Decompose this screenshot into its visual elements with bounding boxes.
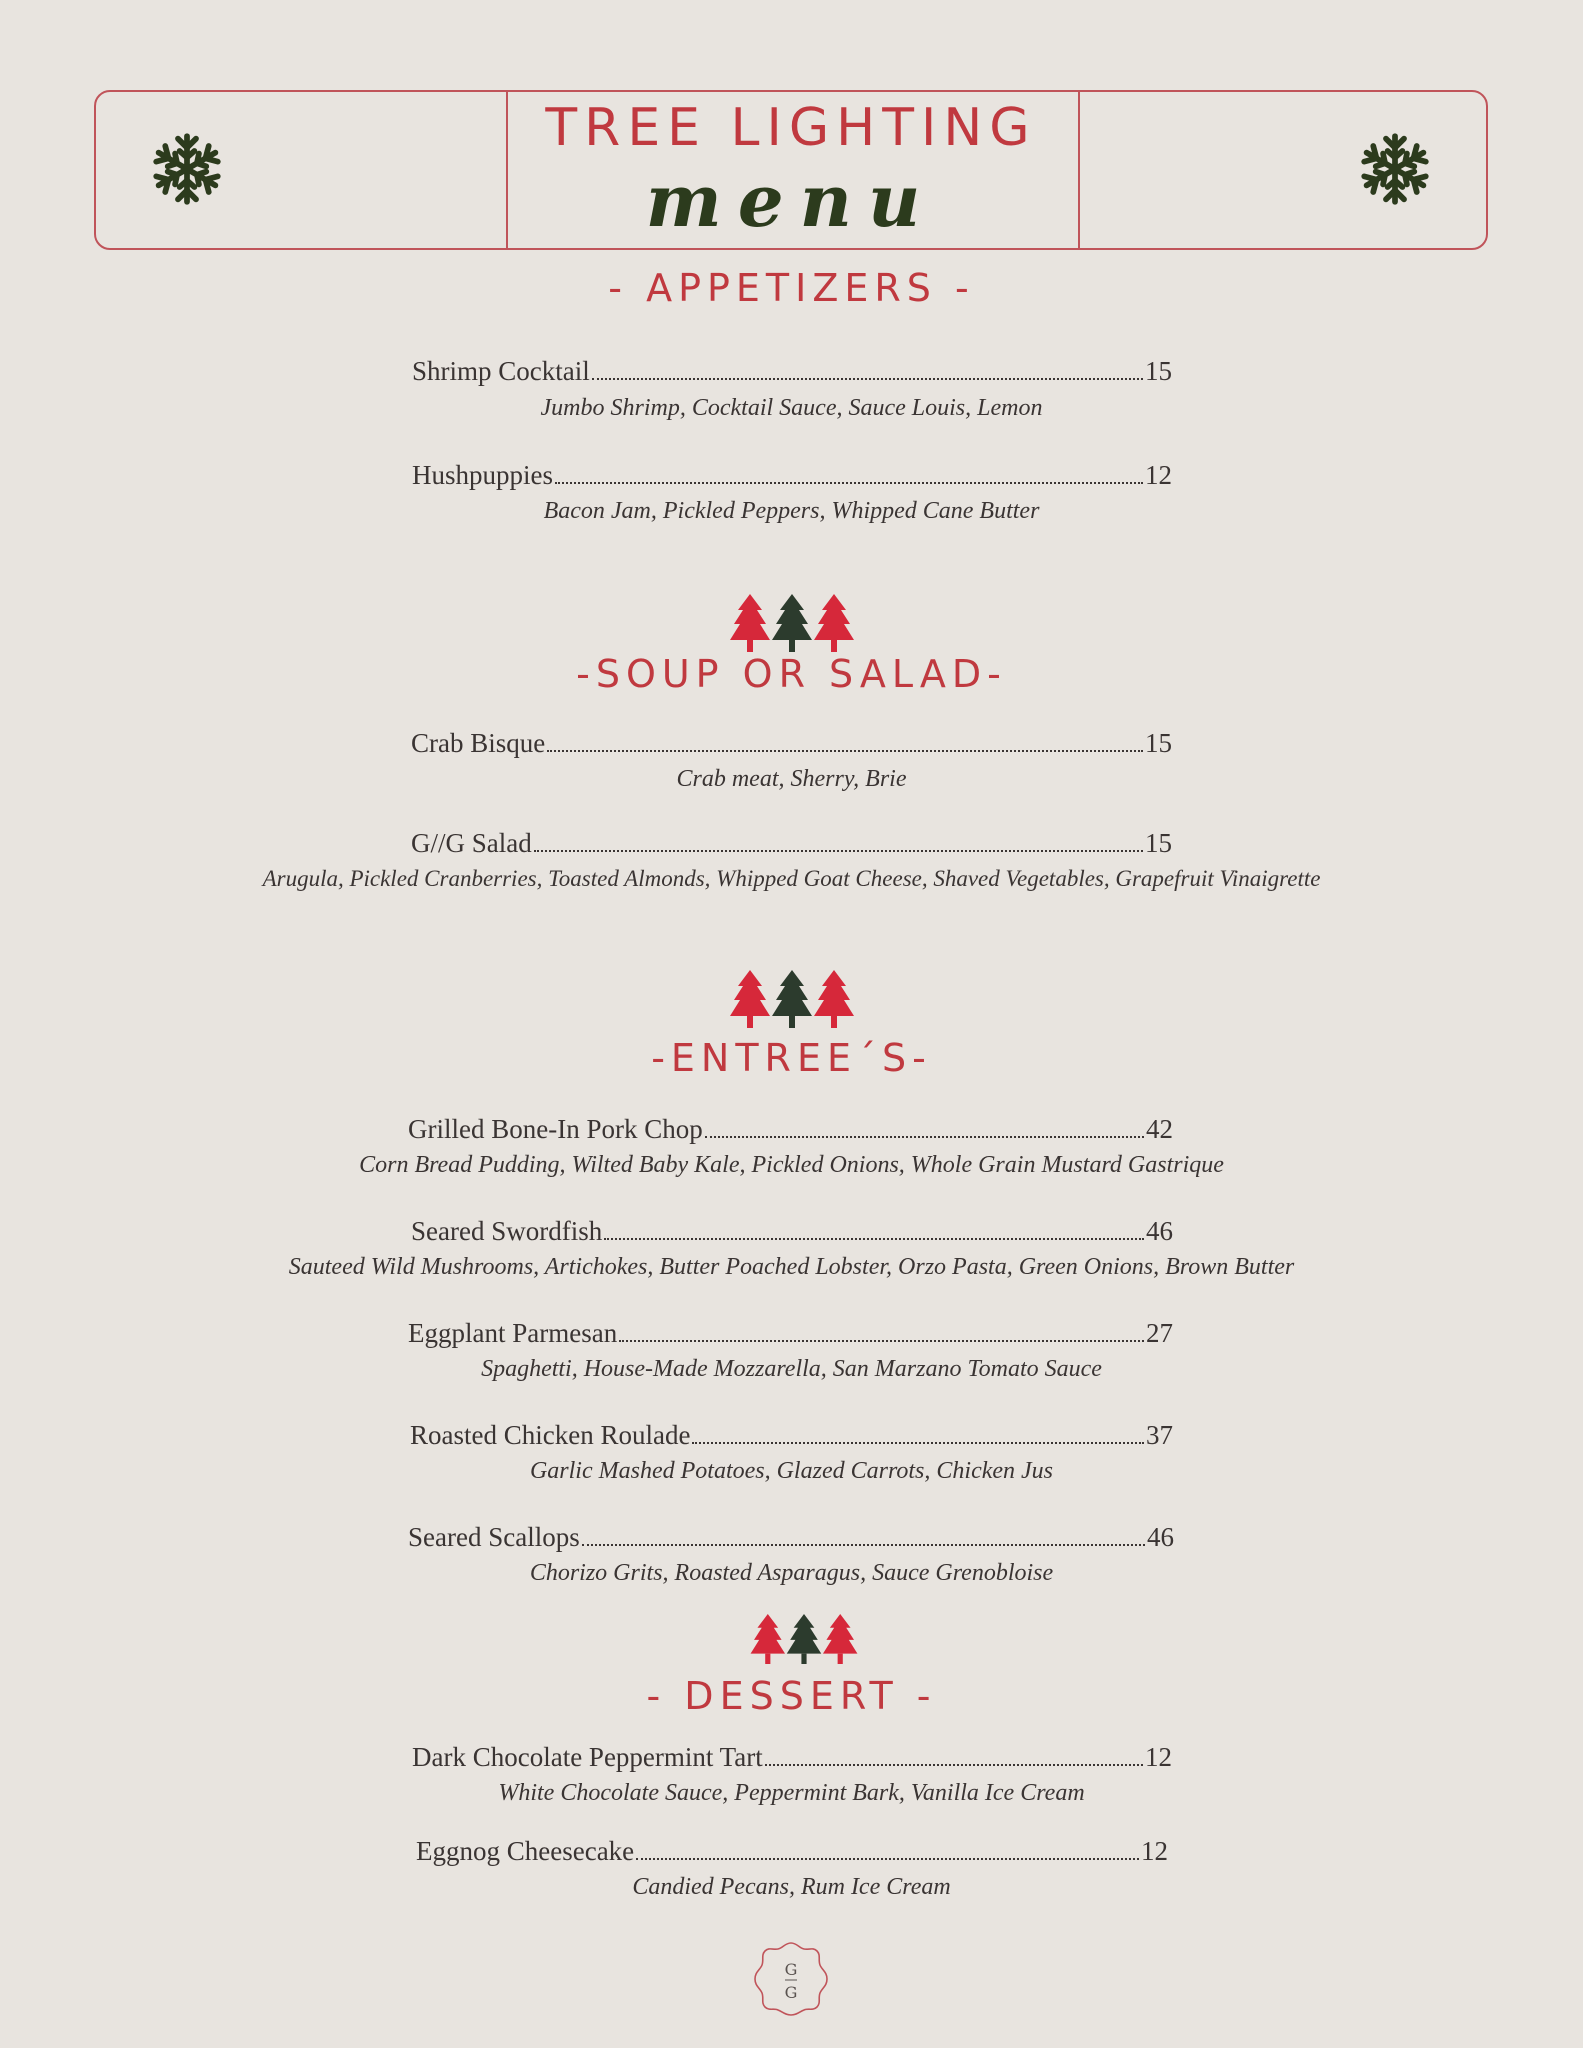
menu-title-bottom: menu — [645, 158, 937, 243]
menu-item-price: 37 — [1146, 1420, 1173, 1450]
menu-item-description: White Chocolate Sauce, Peppermint Bark, Vanilla Ice Cream — [498, 1780, 1085, 1806]
menu-item-line — [416, 1836, 1168, 1867]
menu-item-name: Eggnog Cheesecake — [416, 1836, 635, 1866]
section-heading-soup-or-salad: -SOUP OR SALAD- — [576, 652, 1007, 696]
menu-item-price: 12 — [1145, 1742, 1172, 1772]
menu-item-description: Garlic Mashed Potatoes, Glazed Carrots, Chicken Jus — [529, 1458, 1054, 1484]
menu-item-line — [408, 1114, 1173, 1145]
menu-item-description: Jumbo Shrimp, Cocktail Sauce, Sauce Louis, Lemon — [540, 395, 1043, 421]
dot-leader — [765, 1760, 1143, 1766]
dot-leader — [692, 1438, 1144, 1444]
scalloped-badge-icon — [752, 1940, 830, 2018]
christmas-trees-icon — [730, 594, 854, 652]
menu-item-name: Shrimp Cocktail — [412, 356, 590, 386]
menu-item-name: Crab Bisque — [411, 728, 546, 758]
menu-item-description: Corn Bread Pudding, Wilted Baby Kale, Pickled Onions, Whole Grain Mustard Gastrique — [359, 1152, 1224, 1178]
menu-header — [94, 90, 1488, 250]
logo-letter-top: G — [784, 1960, 798, 1979]
dot-leader — [604, 1234, 1144, 1240]
dot-leader — [547, 746, 1143, 752]
menu-item-line — [408, 1522, 1174, 1553]
menu-item-line — [411, 828, 1172, 859]
menu-item-price: 12 — [1141, 1836, 1168, 1866]
dot-leader — [705, 1132, 1144, 1138]
menu-item-price: 27 — [1146, 1318, 1173, 1348]
dot-leader — [555, 478, 1143, 484]
menu-item-description: Crab meat, Sherry, Brie — [676, 766, 907, 792]
menu-item-description: Candied Pecans, Rum Ice Cream — [632, 1874, 951, 1900]
menu-item-name: Eggplant Parmesan — [408, 1318, 618, 1348]
menu-item-price: 15 — [1145, 728, 1172, 758]
menu-item-price: 12 — [1145, 460, 1172, 490]
menu-item-price: 15 — [1145, 828, 1172, 858]
menu-item-name: Roasted Chicken Roulade — [410, 1420, 691, 1450]
menu-item-line — [408, 1318, 1173, 1349]
menu-item-description: Chorizo Grits, Roasted Asparagus, Sauce Grenobloise — [529, 1560, 1054, 1586]
logo-letter-bottom: G — [784, 1983, 798, 2002]
menu-item-line — [412, 460, 1172, 491]
dot-leader — [582, 1540, 1145, 1546]
menu-item-name: Dark Chocolate Peppermint Tart — [412, 1742, 763, 1772]
section-heading-dessert: - DESSERT - — [646, 1674, 937, 1718]
tree-divider — [0, 594, 1583, 652]
menu-item-line — [412, 1742, 1172, 1773]
menu-item-price: 15 — [1145, 356, 1172, 386]
menu-item-description: Bacon Jam, Pickled Peppers, Whipped Cane Butter — [543, 498, 1040, 524]
menu-item-price: 42 — [1146, 1114, 1173, 1144]
menu-item-price: 46 — [1147, 1522, 1174, 1552]
menu-item-name: Grilled Bone-In Pork Chop — [408, 1114, 703, 1144]
menu-title-top: TREE LIGHTING — [545, 98, 1037, 158]
tree-divider — [12, 1614, 1583, 1672]
menu-item-line — [411, 728, 1172, 759]
christmas-trees-icon — [750, 1614, 858, 1664]
menu-item-description: Spaghetti, House-Made Mozzarella, San Marzano Tomato Sauce — [481, 1356, 1102, 1382]
menu-item-name: Hushpuppies — [412, 460, 553, 490]
dot-leader — [636, 1854, 1139, 1860]
menu-item-name: Seared Swordfish — [411, 1216, 603, 1246]
menu-item-description: Sauteed Wild Mushrooms, Artichokes, Butter Poached Lobster, Orzo Pasta, Green Onions, Brown Butter — [288, 1254, 1295, 1280]
christmas-trees-icon — [730, 970, 854, 1028]
menu-item-description: Arugula, Pickled Cranberries, Toasted Almonds, Whipped Goat Cheese, Shaved Vegetables, Grapefruit Vinaigrette — [262, 866, 1321, 891]
section-heading-appetizers: - APPETIZERS - — [608, 266, 975, 310]
tree-divider — [0, 970, 1583, 1028]
section-heading-entrees: -ENTREE´S- — [651, 1036, 932, 1080]
menu-item-name: Seared Scallops — [408, 1522, 580, 1552]
menu-item-name: G//G Salad — [411, 828, 532, 858]
dot-leader — [592, 374, 1143, 380]
menu-item-line — [411, 1216, 1173, 1247]
menu-item-line — [410, 1420, 1173, 1451]
menu-item-line — [412, 356, 1172, 387]
dot-leader — [534, 846, 1143, 852]
dot-leader — [619, 1336, 1144, 1342]
menu-item-price: 46 — [1146, 1216, 1173, 1246]
